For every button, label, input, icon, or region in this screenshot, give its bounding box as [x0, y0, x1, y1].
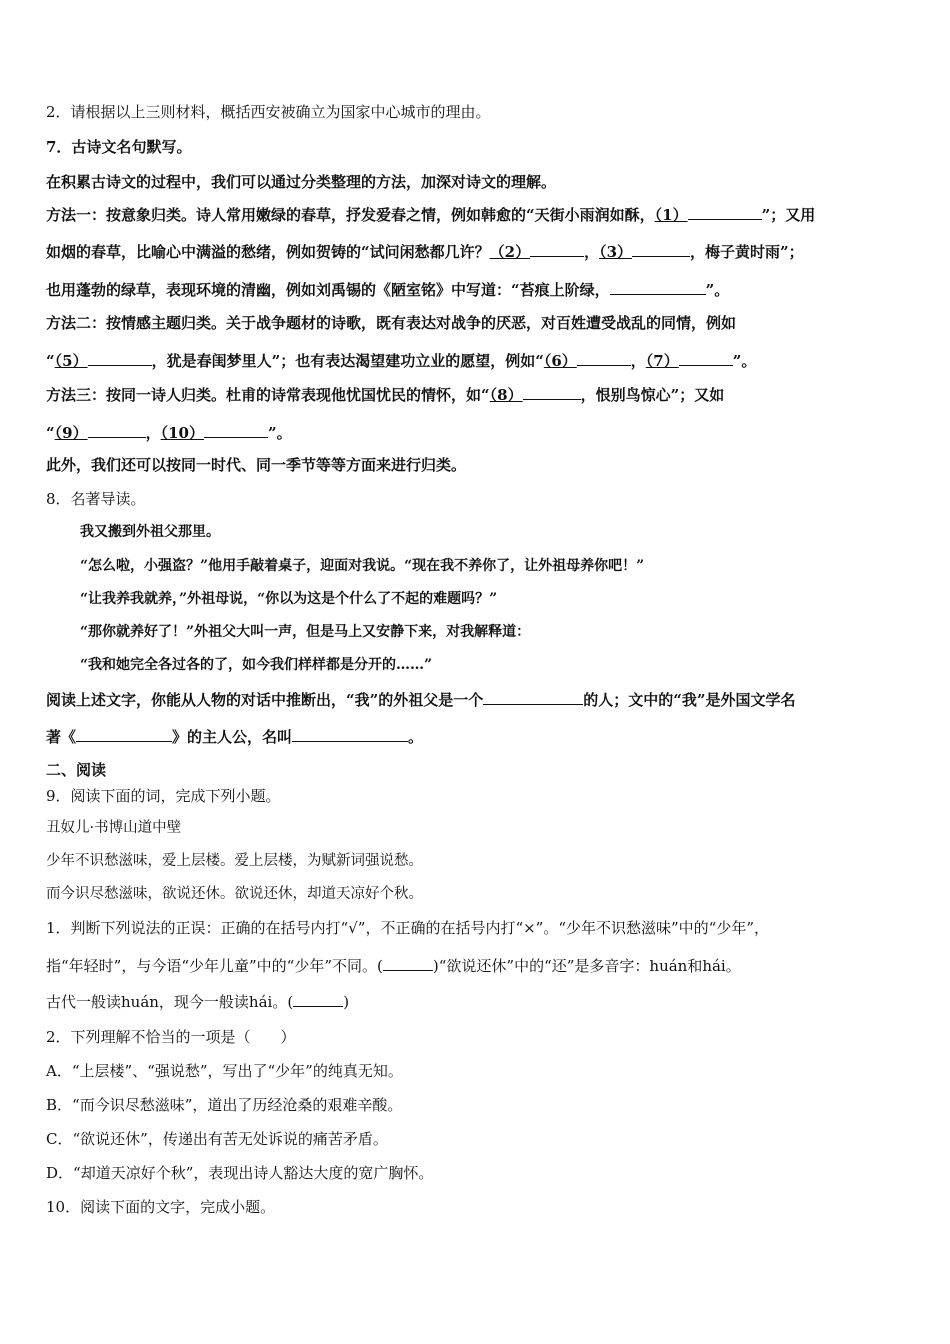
blank-10-label: （10） [160, 424, 204, 442]
excerpt-line-4: “那你就养好了！”外祖父大叫一声，但是马上又安静下来，对我解释道： [80, 624, 531, 640]
blank-3-label: （3） [599, 243, 633, 261]
question-7-intro: 在积累古诗文的过程中，我们可以通过分类整理的方法，加深对诗文的理解。 [46, 173, 557, 191]
blank-2[interactable] [490, 243, 584, 261]
excerpt-line-2: “怎么啦，小强盗？”他用手敲着桌子，迎面对我说。“现在我不养你了，让外祖母养你吧！” [80, 558, 645, 574]
comma: ， [145, 424, 161, 442]
text: ”。 [732, 352, 757, 370]
subquestion-1-line-3 [46, 991, 349, 1012]
comma: ， [630, 352, 646, 370]
poem-line-1: 少年不识愁滋味，爱上层楼。爱上层楼，为赋新词强说愁。 [46, 853, 423, 869]
blank-9-label: （9） [54, 424, 88, 442]
blank-8[interactable] [490, 386, 581, 404]
text: ) [343, 993, 350, 1011]
question-2-line: 2．请根据以上三则材料，概括西安被确立为国家中心城市的理由。 [46, 103, 491, 121]
blank-3-line [632, 241, 690, 257]
grandfather-blank[interactable] [483, 689, 583, 705]
question-7-outro: 此外，我们还可以按同一时代、同一季节等等方面来进行归类。 [46, 456, 467, 474]
blank-5[interactable] [55, 352, 152, 370]
text: 。 [408, 728, 424, 746]
text: ，恨别鸟惊心”；又如 [580, 386, 725, 404]
excerpt-line-3: “让我养我就养，”外祖母说，“你以为这是个什么了不起的难题吗？” [80, 591, 498, 607]
blank-9[interactable] [55, 424, 146, 442]
text: 古代一般读huán，现今一般读hái。( [46, 993, 294, 1011]
option-a[interactable]: A．“上层楼”、“强说愁”，写出了“少年”的纯真无知。 [46, 1062, 403, 1080]
option-b[interactable]: B．“而今识尽愁滋味”，道出了历经沧桑的艰难辛酸。 [46, 1096, 403, 1114]
blank-3[interactable] [599, 243, 690, 261]
text: 也用蓬勃的绿草，表现环境的清幽，例如刘禹锡的《陋室铭》中写道：“苔痕上阶绿， [46, 281, 610, 299]
question-8-title: 8．名著导读。 [46, 490, 146, 508]
text: 著《 [46, 728, 77, 746]
text: 如烟的春草，比喻心中满溢的愁绪，例如贺铸的“试问闲愁都几许？ [46, 243, 490, 261]
text: )“欲说还休”中的“还”是多音字：huán和hái。 [432, 957, 741, 975]
text: 的人；文中的“我”是外国文学名 [583, 691, 796, 709]
subquestion-1-line-2 [46, 955, 741, 976]
blank-8-label: （8） [489, 386, 523, 404]
subquestion-1-line-1: 1．判断下列说法的正误：正确的在括号内打“√”，不正确的在括号内打“×”。“少年不识愁滋味”中的“少年”， [46, 919, 770, 937]
poem-title: 丑奴儿·书博山道中壁 [46, 820, 182, 836]
text: 》的主人公，名叫 [172, 728, 293, 746]
blank-6-label: （6） [543, 352, 577, 370]
answer-blank-1[interactable] [383, 955, 433, 971]
answer-blank-2[interactable] [293, 991, 343, 1007]
blank-2-label: （2） [489, 243, 531, 261]
text: 方法一：按意象归类。诗人常用嫩绿的春草，抒发爱春之情，例如韩愈的“天街小雨润如酥， [46, 206, 655, 224]
blank-7-line [679, 350, 733, 366]
subquestion-2: 2．下列理解不恰当的一项是（ ） [46, 1028, 296, 1046]
option-c[interactable]: C．“欲说还休”，传递出有苦无处诉说的痛苦矛盾。 [46, 1130, 388, 1148]
quote-open: “ [46, 352, 55, 370]
method-3-line-1 [46, 384, 724, 405]
text: 指“年轻时”，与今语“少年儿童”中的“少年”不同。( [46, 957, 383, 975]
blank-2-line [530, 241, 584, 257]
question-8-ask-line-1 [46, 689, 796, 710]
question-7-title: 7．古诗文名句默写。 [46, 138, 192, 156]
text: ”；又用 [761, 206, 816, 224]
excerpt-line-5: “我和她完全各过各的了，如今我们样样都是分开的……” [80, 657, 433, 673]
question-9-title: 9．阅读下面的词，完成下列小题。 [46, 787, 281, 805]
method-2-line-1: 方法二：按情感主题归类。关于战争题材的诗歌，既有表达对战争的厌恶，对百姓遭受战乱的同情，例如 [46, 314, 737, 332]
comma: ， [584, 243, 600, 261]
excerpt-line-1: 我又搬到外祖父那里。 [80, 524, 220, 540]
method-1-line-3 [46, 279, 729, 300]
method-3-line-2 [46, 422, 292, 443]
method-2-line-2 [46, 350, 756, 371]
blank-10-line [204, 422, 268, 438]
text: 方法三：按同一诗人归类。杜甫的诗常表现他忧国忧民的情怀，如“ [46, 386, 490, 404]
blank-1-line [688, 204, 762, 220]
blank-1[interactable] [655, 206, 762, 224]
text: ”。 [267, 424, 292, 442]
blank-7[interactable] [646, 352, 733, 370]
protagonist-name-blank[interactable] [292, 726, 408, 742]
blank-9-line [88, 422, 146, 438]
blank-5-line [88, 350, 152, 366]
quote-open: “ [46, 424, 55, 442]
method-1-line-1 [46, 204, 815, 225]
blank-8-line [523, 384, 581, 400]
method-1-line-2 [46, 241, 804, 262]
text: ”。 [705, 281, 730, 299]
blank-4-line[interactable] [610, 279, 706, 295]
blank-6-line [577, 350, 631, 366]
poem-line-2: 而今识尽愁滋味，欲说还休。欲说还休，却道天凉好个秋。 [46, 886, 423, 902]
text: 阅读上述文字，你能从人物的对话中推断出，“我”的外祖父是一个 [46, 691, 484, 709]
text: ，犹是春闺梦里人”；也有表达渴望建功立业的愿望，例如“ [151, 352, 544, 370]
option-d[interactable]: D．“却道天凉好个秋”，表现出诗人豁达大度的宽广胸怀。 [46, 1164, 434, 1182]
blank-7-label: （7） [645, 352, 679, 370]
blank-5-label: （5） [54, 352, 88, 370]
question-10-title: 10．阅读下面的文字，完成小题。 [46, 1198, 276, 1216]
book-title-blank[interactable] [76, 726, 172, 742]
blank-10[interactable] [161, 424, 268, 442]
section-heading: 二、阅读 [46, 761, 107, 779]
question-8-ask-line-2 [46, 726, 423, 747]
text: ，梅子黄时雨”； [690, 243, 804, 261]
blank-1-label: （1） [654, 206, 688, 224]
blank-6[interactable] [544, 352, 631, 370]
